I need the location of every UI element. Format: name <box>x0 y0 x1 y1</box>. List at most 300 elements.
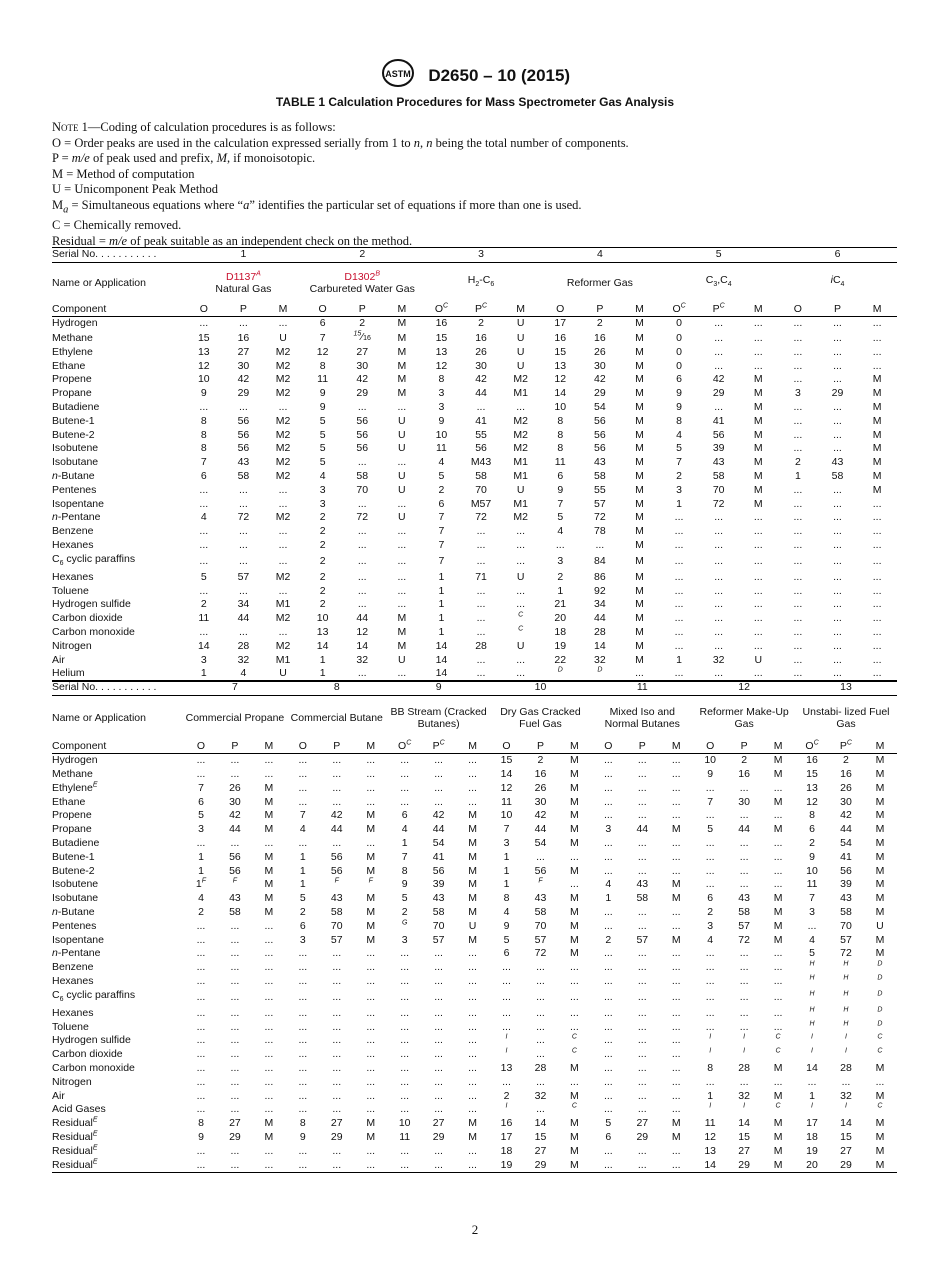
application-row <box>52 696 897 740</box>
data-cell: ... <box>199 401 209 414</box>
data-cell: M2 <box>275 428 291 441</box>
data-cell: ... <box>397 401 407 414</box>
data-cell: ... <box>536 975 545 988</box>
data-cell: ... <box>671 754 681 767</box>
data-cell: I <box>844 1047 847 1055</box>
data-cell: ... <box>872 539 882 552</box>
data-cell: ... <box>196 919 206 932</box>
data-cell: ... <box>872 317 882 330</box>
table-title: TABLE 1 Calculation Procedures for Mass Spectrometer Gas Analysis <box>275 95 675 109</box>
data-cell: ... <box>298 837 308 850</box>
data-cell: 14 <box>435 639 448 652</box>
data-cell: ... <box>671 1020 681 1033</box>
data-cell: 7 <box>438 511 445 524</box>
data-cell: ... <box>264 990 274 1003</box>
data-cell: ... <box>637 1103 647 1116</box>
component-name: n-Pentane <box>52 947 101 960</box>
data-cell: ... <box>739 947 749 960</box>
standard-reference-link[interactable]: $D1137^A$ <box>226 270 261 283</box>
data-cell: ... <box>659 1159 693 1173</box>
data-cell: 29 <box>330 1130 343 1143</box>
data-cell: M2 <box>275 345 291 358</box>
data-cell: ... <box>872 525 882 538</box>
data-cell: 1 <box>438 570 445 583</box>
application-name: Reformer Gas <box>566 276 633 289</box>
data-cell: ... <box>400 1048 410 1061</box>
data-cell: ... <box>536 961 545 974</box>
data-cell: 4 <box>224 667 264 681</box>
data-cell: 28 <box>237 639 250 652</box>
data-cell: ... <box>773 809 783 822</box>
data-cell: 11 <box>501 795 512 808</box>
data-cell: 3 <box>299 933 306 946</box>
data-cell: 9 <box>503 919 510 932</box>
data-cell: ... <box>659 667 699 681</box>
data-cell: 13 <box>554 359 567 372</box>
data-cell: 29 <box>432 1130 445 1143</box>
data-cell: ... <box>501 667 541 681</box>
data-cell: ... <box>397 584 407 597</box>
table-row <box>52 1062 897 1076</box>
component-name: Isobutane <box>52 892 99 905</box>
data-cell: 3 <box>198 823 204 836</box>
data-cell: ... <box>833 428 842 441</box>
data-cell: 4 <box>299 823 306 836</box>
data-cell: ... <box>196 975 206 988</box>
data-cell: 16 <box>237 331 250 344</box>
data-cell: 44 <box>840 823 852 836</box>
data-cell: ... <box>298 1006 308 1019</box>
table-row <box>52 654 897 668</box>
data-cell: ... <box>872 639 882 652</box>
data-cell: 58 <box>831 470 844 483</box>
data-cell: 1 <box>438 584 445 597</box>
data-cell: ... <box>671 837 681 850</box>
data-cell: ... <box>671 961 681 974</box>
data-cell: 72 <box>712 497 725 510</box>
data-cell: M <box>753 387 763 400</box>
astm-logo-icon <box>380 58 416 93</box>
data-cell: C <box>877 1033 883 1041</box>
data-cell: ... <box>739 1075 749 1088</box>
component-name: Carbon monoxide <box>52 625 135 638</box>
data-cell: ... <box>793 653 803 666</box>
data-cell: 30 <box>738 795 750 808</box>
data-cell: 70 <box>840 919 852 932</box>
data-cell: ... <box>833 373 842 386</box>
column-header-o: O <box>778 303 818 317</box>
data-cell: 28 <box>475 639 487 652</box>
data-cell: ... <box>603 1061 613 1074</box>
data-cell: M <box>773 1130 783 1143</box>
data-cell: ... <box>536 1075 545 1088</box>
data-cell: 56 <box>330 850 343 863</box>
component-name: Ethylene$^E$ <box>52 781 98 794</box>
data-cell: ... <box>603 975 613 988</box>
column-header-m: M <box>354 740 388 754</box>
data-cell: ... <box>793 497 803 510</box>
data-cell: 14 <box>197 639 210 652</box>
data-cell: 58 <box>229 906 241 919</box>
component-name: Isopentane <box>52 933 104 946</box>
data-cell: M <box>468 933 477 946</box>
data-cell: M <box>753 428 763 441</box>
data-cell: M <box>264 850 274 863</box>
data-cell: ... <box>671 1103 681 1116</box>
data-cell: 39 <box>840 878 852 891</box>
data-cell: M <box>468 1130 477 1143</box>
data-cell: ... <box>671 809 681 822</box>
data-cell: ... <box>637 975 647 988</box>
data-cell: 11 <box>435 442 447 455</box>
data-cell: ... <box>637 947 647 960</box>
table-row <box>52 331 897 346</box>
data-cell: 4 <box>557 525 564 538</box>
data-cell: ... <box>603 947 613 960</box>
data-cell: M2 <box>513 442 528 455</box>
data-cell: ... <box>468 1034 477 1047</box>
standard-reference-link[interactable]: $D1302^B$ <box>344 270 381 283</box>
data-cell: M <box>570 947 579 960</box>
data-cell: M <box>872 456 882 469</box>
data-cell: ... <box>366 1103 376 1116</box>
data-cell: ... <box>434 781 443 794</box>
data-cell: M <box>570 906 579 919</box>
data-cell: ... <box>603 990 613 1003</box>
data-cell: 12 <box>704 1130 717 1143</box>
data-cell: ... <box>872 653 882 666</box>
data-cell: ... <box>674 612 684 625</box>
data-cell: ... <box>833 317 842 330</box>
data-cell: ... <box>357 525 367 538</box>
data-cell: 32 <box>237 653 250 666</box>
data-cell: M <box>468 892 477 905</box>
data-cell: ... <box>793 359 803 372</box>
data-cell: ... <box>434 947 443 960</box>
data-cell: 4 <box>198 892 204 905</box>
data-cell: 54 <box>534 837 547 850</box>
data-cell: 3 <box>503 837 510 850</box>
data-cell: I <box>743 1102 746 1110</box>
data-cell: 86 <box>594 570 606 583</box>
data-cell: ... <box>753 359 763 372</box>
data-cell: ... <box>298 975 308 988</box>
data-cell: ... <box>476 525 486 538</box>
data-cell: ... <box>320 1159 354 1173</box>
data-cell: 17 <box>554 317 567 330</box>
data-cell: 57 <box>237 570 250 583</box>
data-cell: 32 <box>356 653 369 666</box>
data-cell: 41 <box>432 850 445 863</box>
data-cell: ... <box>468 947 477 960</box>
component-name: Butadiene <box>52 837 100 850</box>
data-cell: ... <box>773 864 783 877</box>
data-cell: M <box>570 933 579 946</box>
data-cell: 8 <box>299 1117 306 1130</box>
data-cell: ... <box>753 317 763 330</box>
data-cell: ... <box>516 653 526 666</box>
data-cell: M <box>366 850 376 863</box>
data-cell: M <box>872 387 882 400</box>
data-cell: M <box>671 1130 681 1143</box>
data-cell: ... <box>536 1103 545 1116</box>
data-cell: ... <box>671 1075 681 1088</box>
data-cell: M <box>635 373 644 386</box>
data-cell: 10 <box>316 612 329 625</box>
data-cell: ... <box>833 653 842 666</box>
data-cell: 70 <box>432 919 445 932</box>
data-cell: ... <box>753 625 763 638</box>
data-cell: ... <box>833 625 842 638</box>
data-cell: ... <box>264 1144 274 1157</box>
data-cell: 2 <box>198 906 204 919</box>
data-cell: ... <box>753 539 763 552</box>
component-name: Butene-1 <box>52 414 95 427</box>
data-cell: 2 <box>319 511 326 524</box>
data-cell: M <box>872 428 882 441</box>
data-cell: 44 <box>475 387 487 400</box>
data-cell: ... <box>671 1006 681 1019</box>
data-cell: M <box>875 1117 885 1130</box>
data-cell: ... <box>705 864 715 877</box>
data-cell: H <box>843 1020 849 1028</box>
data-cell: ... <box>773 1006 783 1019</box>
data-cell: M <box>875 781 885 794</box>
column-header-p: $P^C$ <box>461 303 501 317</box>
data-cell: 1 <box>809 1089 815 1102</box>
data-cell: M <box>635 554 644 567</box>
data-cell: 15 <box>197 331 210 344</box>
table-row <box>52 1145 897 1159</box>
data-cell: 16 <box>554 331 567 344</box>
data-cell: M <box>753 401 763 414</box>
data-cell: C <box>877 1047 883 1055</box>
data-cell: M <box>366 933 376 946</box>
data-cell: 78 <box>594 525 606 538</box>
data-cell: 0 <box>676 317 682 330</box>
data-cell: ... <box>366 1034 376 1047</box>
data-cell: D <box>877 1020 883 1028</box>
data-cell: ... <box>833 598 842 611</box>
data-cell: M <box>753 456 763 469</box>
column-header-o: O <box>184 740 218 754</box>
data-cell: M <box>468 864 477 877</box>
data-cell: 12 <box>316 345 329 358</box>
data-cell: 14 <box>316 639 329 652</box>
data-cell: M <box>753 483 763 496</box>
data-cell: 14 <box>356 639 369 652</box>
component-name: Propene <box>52 373 92 386</box>
column-header-m: M <box>263 303 303 317</box>
data-cell: ... <box>793 442 803 455</box>
data-cell: C <box>775 1033 781 1041</box>
data-cell: 6 <box>605 1130 612 1143</box>
data-cell: 10 <box>806 864 818 877</box>
data-cell: ... <box>753 554 763 567</box>
data-cell: F <box>538 877 543 885</box>
data-cell: I <box>505 1033 508 1041</box>
data-cell: 27 <box>237 345 250 358</box>
data-cell: 8 <box>557 414 564 427</box>
data-cell: D <box>877 974 883 982</box>
data-cell: 14 <box>806 1061 818 1074</box>
data-cell: D <box>877 960 883 968</box>
data-cell: ... <box>674 525 684 538</box>
data-cell: ... <box>397 456 407 469</box>
data-cell: M <box>635 483 644 496</box>
data-cell: ... <box>536 850 545 863</box>
data-cell: ... <box>468 795 477 808</box>
data-cell: M <box>875 795 885 808</box>
component-name: Residual$^E$ <box>52 1130 98 1143</box>
data-cell: ... <box>468 1048 477 1061</box>
data-cell: U <box>398 414 406 427</box>
data-cell: M <box>872 373 882 386</box>
data-cell: 10 <box>554 401 567 414</box>
data-cell: 56 <box>840 864 852 877</box>
data-cell: 6 <box>557 470 564 483</box>
data-cell: 84 <box>594 554 606 567</box>
data-cell: 5 <box>707 823 714 836</box>
serial-number: 8 <box>286 681 388 696</box>
data-cell: ... <box>239 584 248 597</box>
data-cell: M43 <box>470 456 492 469</box>
data-cell: ... <box>793 511 803 524</box>
data-cell: ... <box>400 961 410 974</box>
data-cell: M <box>753 414 763 427</box>
data-cell: C <box>518 611 524 619</box>
data-cell: U <box>516 331 525 344</box>
data-cell: 11 <box>806 878 818 891</box>
data-cell: M <box>875 1130 885 1143</box>
data-cell: ... <box>637 961 647 974</box>
data-cell: ... <box>637 850 647 863</box>
data-cell: ... <box>286 1159 320 1173</box>
data-cell: M <box>570 864 579 877</box>
data-cell: 71 <box>475 570 487 583</box>
data-cell: 43 <box>432 892 445 905</box>
data-cell: 26 <box>475 345 487 358</box>
data-cell: 58 <box>475 470 487 483</box>
data-cell: ... <box>468 1020 477 1033</box>
component-name: Methane <box>52 768 93 781</box>
data-cell: 11 <box>317 373 329 386</box>
serial-number: 4 <box>540 248 659 263</box>
data-cell: 2 <box>299 906 306 919</box>
data-cell: 12 <box>554 373 567 386</box>
data-cell: ... <box>793 539 803 552</box>
data-cell: ... <box>671 990 681 1003</box>
data-cell: M <box>875 837 885 850</box>
data-cell: ... <box>739 809 749 822</box>
data-cell: 56 <box>356 428 369 441</box>
table-row <box>52 823 897 837</box>
data-cell: ... <box>264 933 274 946</box>
data-cell: ... <box>332 781 342 794</box>
data-cell: M <box>671 823 681 836</box>
data-cell: ... <box>366 1061 376 1074</box>
data-cell: 20 <box>795 1159 829 1173</box>
data-cell: ... <box>516 525 526 538</box>
data-cell: 1 <box>557 584 564 597</box>
data-cell: ... <box>332 947 342 960</box>
data-cell: 1 <box>707 1089 714 1102</box>
data-cell: 2 <box>359 317 366 330</box>
data-cell: I <box>743 1033 746 1041</box>
data-cell: M <box>671 933 681 946</box>
data-cell: 13 <box>500 1061 513 1074</box>
data-cell: ... <box>468 1061 477 1074</box>
data-cell: 8 <box>200 414 207 427</box>
data-cell: ... <box>705 1006 715 1019</box>
data-cell: ... <box>278 497 288 510</box>
data-cell: M <box>872 483 882 496</box>
data-cell: ... <box>833 639 842 652</box>
table-row <box>52 484 897 498</box>
data-cell: ... <box>833 584 842 597</box>
data-cell: 42 <box>534 809 547 822</box>
data-cell: 29 <box>594 387 606 400</box>
data-cell: ... <box>671 919 681 932</box>
data-cell: U <box>398 428 406 441</box>
data-cell: 1 <box>438 612 445 625</box>
column-header-m: M <box>456 740 490 754</box>
data-cell: ... <box>833 359 842 372</box>
data-cell: ... <box>230 768 240 781</box>
data-cell: ... <box>468 990 477 1003</box>
data-cell: 5 <box>605 1117 612 1130</box>
data-cell: ... <box>637 1144 647 1157</box>
component-name: Butene-1 <box>52 850 95 863</box>
data-cell: M <box>397 345 407 358</box>
data-cell: ... <box>714 525 724 538</box>
data-cell: ... <box>637 768 647 781</box>
serial-number: 7 <box>184 681 286 696</box>
data-cell: 5 <box>809 947 815 960</box>
data-cell: ... <box>603 906 613 919</box>
data-cell: 29 <box>523 1159 557 1173</box>
data-cell: ... <box>739 990 749 1003</box>
data-cell: 6 <box>200 470 207 483</box>
component-name: Acid Gases <box>52 1103 106 1116</box>
table-row <box>52 768 897 782</box>
data-cell: M <box>397 625 407 638</box>
data-cell: ... <box>196 1006 206 1019</box>
data-cell: ... <box>714 401 724 414</box>
data-cell: ... <box>278 539 288 552</box>
data-cell: ... <box>434 1075 443 1088</box>
data-cell: ... <box>456 1159 490 1173</box>
data-cell: 3 <box>707 919 714 932</box>
data-cell: 13 <box>435 345 448 358</box>
data-cell: 44 <box>330 823 343 836</box>
table-row <box>52 346 897 360</box>
data-cell: 56 <box>237 428 250 441</box>
data-cell: ... <box>773 961 783 974</box>
component-name: Carbon dioxide <box>52 1048 123 1061</box>
data-cell: ... <box>196 961 206 974</box>
data-cell: ... <box>793 401 803 414</box>
data-cell: 11 <box>399 1130 411 1143</box>
column-header-o: O <box>184 303 224 317</box>
data-cell: I <box>709 1033 712 1041</box>
data-cell: ... <box>400 1075 410 1088</box>
data-cell: ... <box>833 331 842 344</box>
data-cell: ... <box>833 612 842 625</box>
data-cell: 8 <box>676 414 682 427</box>
data-cell: ... <box>400 754 410 767</box>
component-name: n-Pentane <box>52 511 101 524</box>
